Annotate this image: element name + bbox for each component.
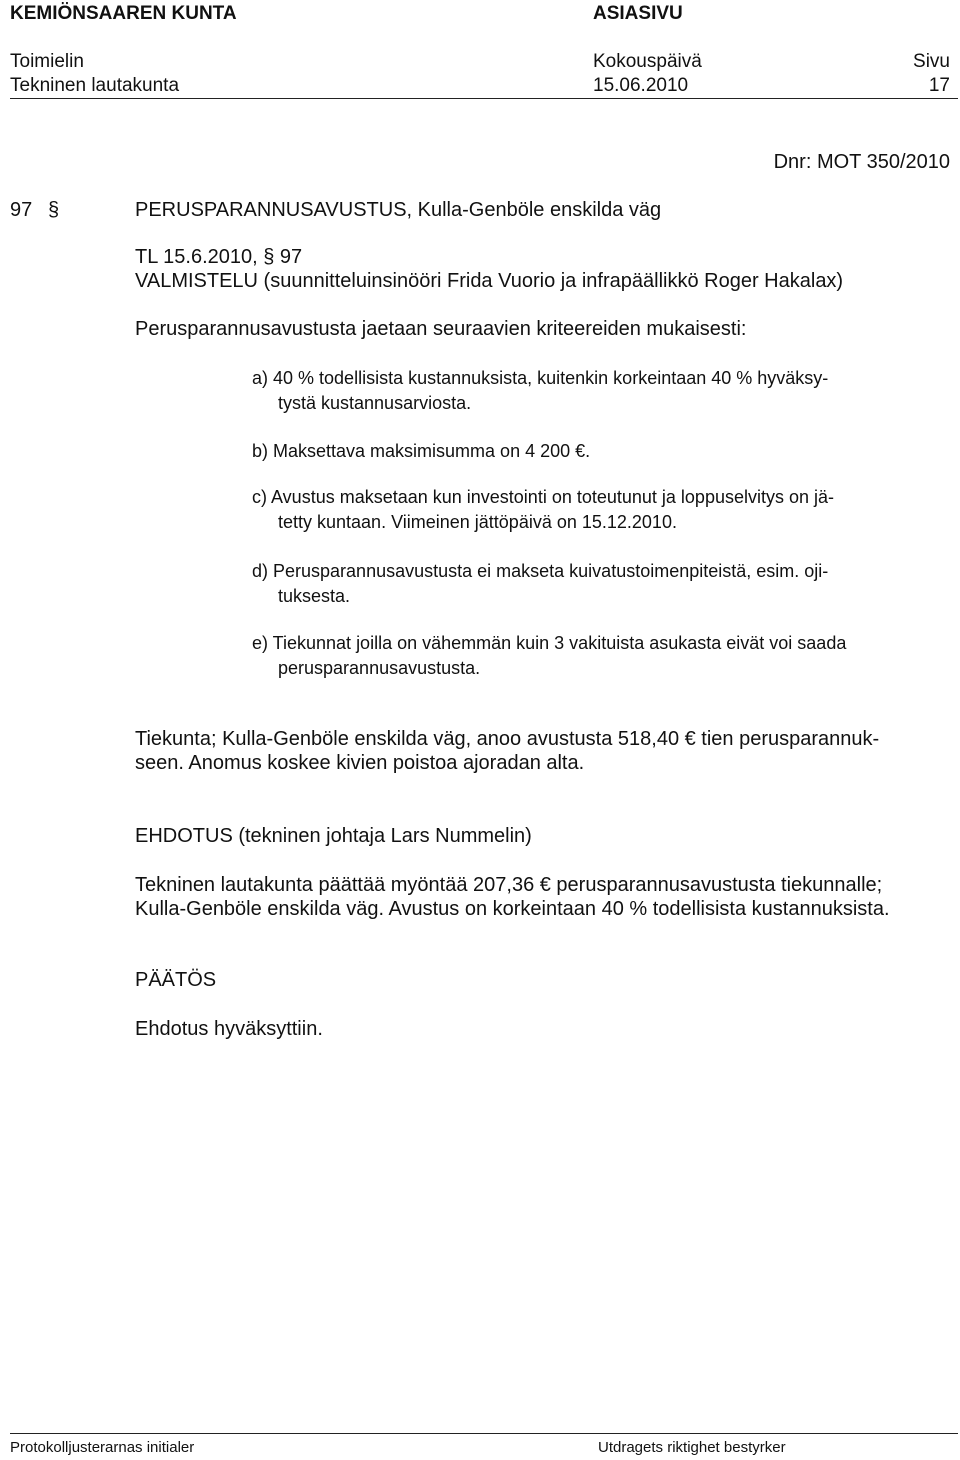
body-value: Tekninen lautakunta — [10, 75, 180, 96]
document-type: ASIASIVU — [593, 3, 683, 24]
date-label: Kokouspäivä — [593, 51, 702, 72]
section-title: PERUSPARANNUSAVUSTUS, Kulla-Genböle enskilda väg — [135, 199, 662, 221]
application-line: Tiekunta; Kulla-Genböle enskilda väg, anoo avustusta 518,40 € tien perusparannuk- — [135, 728, 880, 750]
application-line: seen. Anomus koskee kivien poistoa ajoradan alta. — [135, 752, 585, 774]
criteria-item-continuation: tetty kuntaan. Viimeinen jättöpäivä on 15.12.2010. — [278, 512, 677, 532]
criteria-item-d — [252, 559, 952, 609]
decision-text: Ehdotus hyväksyttiin. — [135, 1018, 323, 1040]
footer-initials-label: Protokolljusterarnas initialer — [10, 1439, 195, 1456]
criteria-item-continuation: perusparannusavustusta. — [278, 658, 481, 678]
footer-certification-label: Utdragets riktighet bestyrker — [598, 1439, 786, 1456]
criteria-item-continuation: tystä kustannusarviosta. — [278, 393, 472, 413]
section-number: 97 — [10, 199, 33, 221]
header-divider — [10, 98, 958, 99]
application-paragraph — [135, 727, 945, 775]
footer-divider — [10, 1433, 958, 1434]
criteria-item-text: d) Perusparannusavustusta ei makseta kuivatustoimenpiteistä, esim. oji- — [252, 561, 829, 581]
criteria-item-text: a) 40 % todellisista kustannuksista, kuitenkin korkeintaan 40 % hyväksy- — [252, 368, 829, 388]
proposal-heading: EHDOTUS (tekninen johtaja Lars Nummelin) — [135, 825, 532, 847]
proposal-line: Kulla-Genböle enskilda väg. Avustus on korkeintaan 40 % todellisista kustannuksista. — [135, 898, 890, 920]
criteria-item-text: e) Tiekunnat joilla on vähemmän kuin 3 vakituista asukasta eivät voi saada — [252, 633, 847, 653]
preparation-line: VALMISTELU (suunnitteluinsinööri Frida Vuorio ja infrapäällikkö Roger Hakalax) — [135, 270, 844, 292]
criteria-item-text: c) Avustus maksetaan kun investointi on toteutunut ja loppuselvitys on jä- — [252, 487, 835, 507]
criteria-item-c — [252, 485, 952, 535]
criteria-item-a — [252, 366, 952, 416]
criteria-item-e — [252, 631, 952, 681]
dnr-reference: Dnr: MOT 350/2010 — [773, 151, 950, 173]
proposal-line: Tekninen lautakunta päättää myöntää 207,36 € perusparannusavustusta tiekunnalle; — [135, 874, 883, 896]
page-label: Sivu — [913, 51, 950, 72]
criteria-item-text: b) Maksettava maksimisumma on 4 200 €. — [252, 441, 591, 461]
page-number: 17 — [928, 75, 950, 96]
criteria-item-b — [252, 439, 952, 464]
municipality-name: KEMIÖNSAAREN KUNTA — [10, 3, 237, 24]
criteria-intro: Perusparannusavustusta jaetaan seuraavien kriteereiden mukaisesti: — [135, 318, 747, 340]
proposal-paragraph — [135, 873, 945, 921]
criteria-item-continuation: tuksesta. — [278, 586, 351, 606]
date-value: 15.06.2010 — [593, 75, 689, 96]
decision-heading: PÄÄTÖS — [135, 969, 217, 991]
paragraph-symbol: § — [48, 199, 60, 221]
body-label: Toimielin — [10, 51, 84, 72]
meeting-reference: TL 15.6.2010, § 97 — [135, 246, 303, 268]
